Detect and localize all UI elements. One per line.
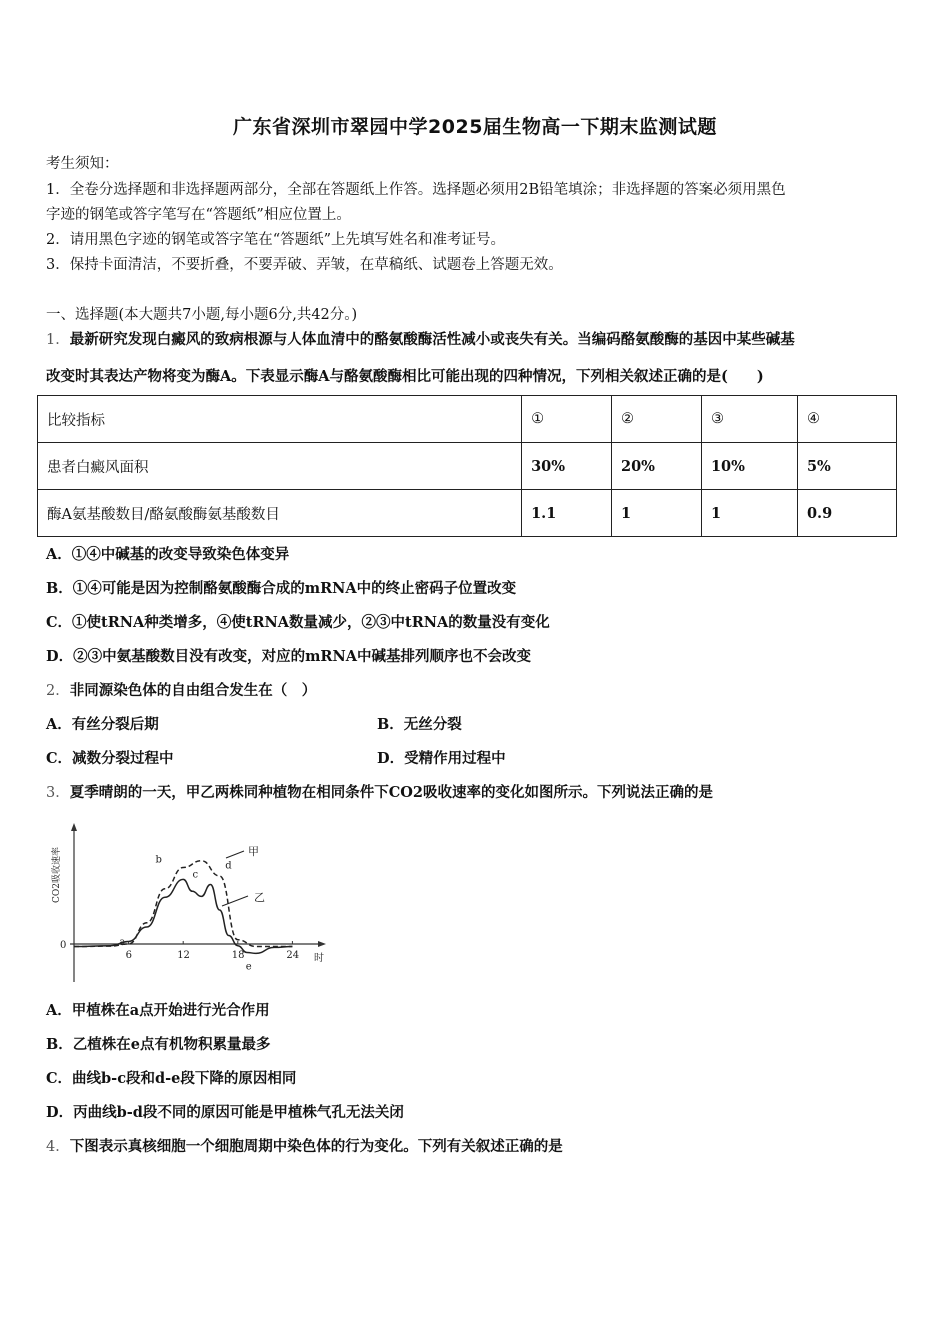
question-1-option-d: D．②③中氨基酸数目没有改变，对应的mRNA中碱基排列顺序也不会改变 — [46, 648, 531, 665]
legend-leader-yi — [222, 896, 248, 906]
table-header-cell: ④ — [797, 396, 896, 443]
x-tick-label: 12 — [177, 950, 190, 961]
x-tick-label: 24 — [286, 950, 300, 961]
notice-item: 1．全卷分选择题和非选择题两部分，全部在答题纸上作答。选择题必须用2B铅笔填涂；非选择题的答案必须用黑色 — [46, 182, 786, 198]
question-1-option-a: A．①④中碱基的改变导致染色体变异 — [46, 546, 290, 563]
question-text: 非同源染色体的自由组合发生在（ ） — [69, 682, 317, 699]
notice-item: 字迹的钢笔或答字笔写在“答题纸”相应位置上。 — [46, 207, 351, 223]
question-3-option-b: B．乙植株在e点有机物积累量最多 — [46, 1036, 271, 1053]
table-header-row — [38, 396, 897, 443]
question-3-option-a: A．甲植株在a点开始进行光合作用 — [46, 1002, 270, 1019]
question-4-stem — [46, 1135, 563, 1156]
point-label-a: a — [119, 936, 126, 948]
question-2-stem — [46, 679, 316, 700]
question-2-option-c: C．减数分裂过程中 — [46, 750, 174, 767]
question-1-stem-line1 — [46, 328, 795, 349]
question-number: 1． — [46, 332, 70, 348]
question-2-option-b: B．无丝分裂 — [377, 716, 462, 733]
question-3-stem — [46, 781, 713, 802]
table-header-cell: ③ — [701, 396, 797, 443]
table-cell: 20% — [612, 443, 702, 490]
question-number: 4． — [46, 1139, 70, 1155]
table-header-cell: 比较指标 — [38, 396, 522, 443]
x-axis-label: 时 — [314, 953, 324, 964]
co2-absorption-chart — [44, 818, 334, 988]
notice-item: 3．保持卡面清洁，不要折叠，不要弄破、弄皱，在草稿纸、试题卷上答题无效。 — [46, 257, 563, 273]
table-cell: 酶A氨基酸数目/酪氨酸酶氨基酸数目 — [38, 490, 522, 537]
legend-label-yi: 乙 — [254, 891, 265, 904]
section-heading: 一、选择题(本大题共7小题,每小题6分,共42分。) — [46, 307, 358, 323]
question-2-option-d: D．受精作用过程中 — [377, 750, 506, 767]
comparison-table — [37, 395, 897, 537]
question-3-option-c: C．曲线b-c段和d-e段下降的原因相同 — [46, 1070, 297, 1087]
table-row — [38, 443, 897, 490]
question-text: 最新研究发现白癜风的致病根源与人体血清中的酪氨酸酶活性减小或丧失有关。当编码酪氨酸酶的基因中某些碱基 — [69, 331, 795, 348]
x-tick-label: 18 — [231, 950, 245, 961]
x-tick-label: 6 — [125, 950, 132, 961]
table-cell: 0.9 — [797, 490, 896, 537]
legend-label-jia: 甲 — [248, 845, 259, 858]
point-label-b: b — [155, 854, 162, 866]
question-2-option-a: A．有丝分裂后期 — [46, 716, 159, 733]
question-3-option-d: D．丙曲线b-d段不同的原因可能是甲植株气孔无法关闭 — [46, 1104, 404, 1121]
question-text: 下图表示真核细胞一个细胞周期中染色体的行为变化。下列有关叙述正确的是 — [69, 1138, 563, 1155]
table-cell: 5% — [797, 443, 896, 490]
y-axis-label: CO2吸收速率 — [52, 847, 62, 903]
page-title: 广东省深圳市翠园中学2025届生物高一下期末监测试题 — [233, 116, 717, 138]
point-label-e: e — [245, 961, 252, 973]
table-header-cell: ① — [522, 396, 612, 443]
table-cell: 1.1 — [522, 490, 612, 537]
table-cell: 30% — [522, 443, 612, 490]
x-axis-arrow — [318, 941, 326, 947]
table-cell: 1 — [701, 490, 797, 537]
question-1-option-b: B．①④可能是因为控制酪氨酸酶合成的mRNA中的终止密码子位置改变 — [46, 580, 517, 597]
table-row — [38, 490, 897, 537]
origin-label: 0 — [60, 940, 67, 951]
point-label-d: d — [225, 860, 232, 872]
table-cell: 患者白癜风面积 — [38, 443, 522, 490]
table-cell: 1 — [612, 490, 702, 537]
legend-leader-jia — [226, 851, 244, 858]
question-1-stem-line2: 改变时其表达产物将变为酶A。下表显示酶A与酪氨酸酶相比可能出现的四种情况，下列相关叙述正确的是( ) — [46, 368, 764, 385]
table-cell: 10% — [701, 443, 797, 490]
question-number: 3． — [46, 785, 70, 801]
notice-heading: 考生须知： — [46, 156, 119, 172]
question-text: 夏季晴朗的一天，甲乙两株同种植物在相同条件下CO2吸收速率的变化如图所示。下列说法正确的是 — [69, 784, 713, 801]
question-1-option-c: C．①使tRNA种类增多，④使tRNA数量减少，②③中tRNA的数量没有变化 — [46, 614, 550, 631]
question-number: 2． — [46, 683, 70, 699]
table-header-cell: ② — [612, 396, 702, 443]
point-label-c: c — [192, 869, 199, 881]
notice-item: 2．请用黑色字迹的钢笔或答字笔在“答题纸”上先填写姓名和准考证号。 — [46, 232, 506, 248]
y-axis-arrow — [71, 823, 77, 831]
